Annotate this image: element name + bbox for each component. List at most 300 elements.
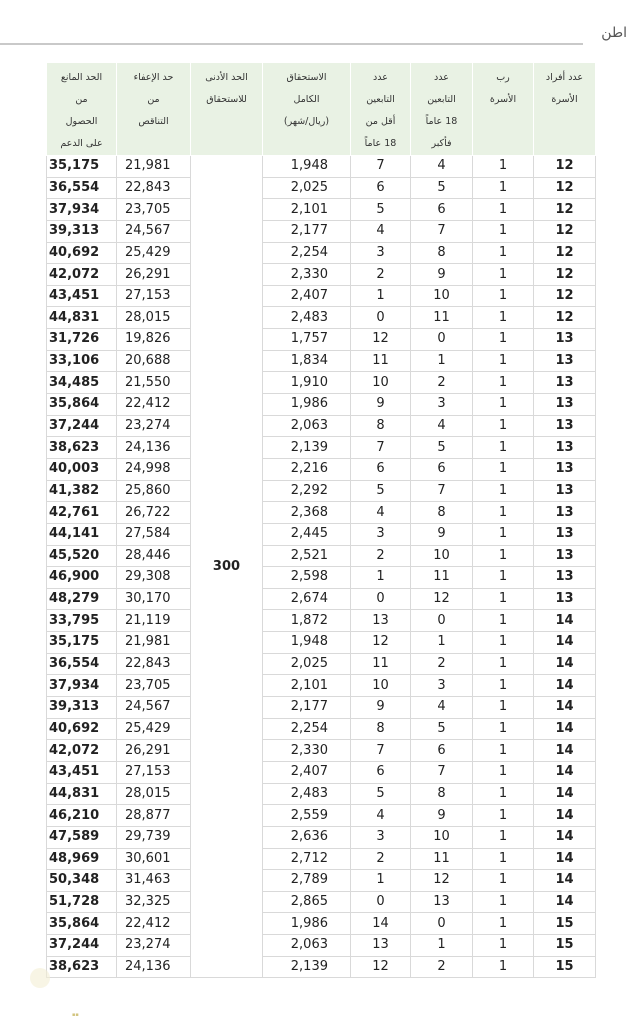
cell-max-limit: 37,244 <box>47 415 117 437</box>
cell-min-limit: 300 <box>191 156 263 978</box>
cell-head-of-family: 1 <box>473 848 534 870</box>
cell-exemption: 27,153 <box>117 761 191 783</box>
cell-dependents-18plus: 10 <box>411 826 473 848</box>
cell-full-entitlement: 2,216 <box>263 458 351 480</box>
cell-head-of-family: 1 <box>473 242 534 264</box>
cell-max-limit: 35,175 <box>47 156 117 178</box>
cell-dependents-under18: 13 <box>351 935 411 957</box>
cell-max-limit: 48,279 <box>47 588 117 610</box>
cell-exemption: 21,981 <box>117 156 191 178</box>
header-line: الحد الأدنى <box>205 72 248 83</box>
cell-max-limit: 39,313 <box>47 220 117 242</box>
cell-family-members: 13 <box>534 502 596 524</box>
cell-max-limit: 42,761 <box>47 502 117 524</box>
header-line: (ريال/شهر) <box>283 116 330 127</box>
cell-max-limit: 44,831 <box>47 307 117 329</box>
header-exemption <box>117 63 191 156</box>
cell-dependents-18plus: 9 <box>411 805 473 827</box>
cell-family-members: 13 <box>534 415 596 437</box>
table-row <box>47 394 596 416</box>
cell-exemption: 30,170 <box>117 588 191 610</box>
cell-dependents-under18: 8 <box>351 718 411 740</box>
cell-full-entitlement: 2,025 <box>263 177 351 199</box>
cell-head-of-family: 1 <box>473 415 534 437</box>
cell-family-members: 13 <box>534 372 596 394</box>
cell-family-members: 15 <box>534 913 596 935</box>
cell-max-limit: 36,554 <box>47 653 117 675</box>
cell-head-of-family: 1 <box>473 805 534 827</box>
cell-dependents-under18: 10 <box>351 675 411 697</box>
cell-max-limit: 51,728 <box>47 891 117 913</box>
header-line: الكامل <box>293 94 320 105</box>
cell-dependents-18plus: 4 <box>411 697 473 719</box>
cell-dependents-under18: 6 <box>351 177 411 199</box>
cell-family-members: 13 <box>534 545 596 567</box>
cell-full-entitlement: 2,674 <box>263 588 351 610</box>
cell-family-members: 14 <box>534 805 596 827</box>
cell-dependents-under18: 12 <box>351 632 411 654</box>
cell-head-of-family: 1 <box>473 740 534 762</box>
cell-head-of-family: 1 <box>473 156 534 178</box>
table-row <box>47 567 596 589</box>
cell-head-of-family: 1 <box>473 307 534 329</box>
cell-full-entitlement: 1,986 <box>263 913 351 935</box>
cell-exemption: 24,998 <box>117 458 191 480</box>
cell-family-members: 14 <box>534 761 596 783</box>
cell-max-limit: 35,864 <box>47 913 117 935</box>
cell-full-entitlement: 2,483 <box>263 783 351 805</box>
cell-dependents-under18: 11 <box>351 653 411 675</box>
cell-dependents-under18: 6 <box>351 761 411 783</box>
cell-dependents-18plus: 5 <box>411 177 473 199</box>
cell-full-entitlement: 2,139 <box>263 956 351 978</box>
cell-head-of-family: 1 <box>473 718 534 740</box>
cell-full-entitlement: 2,254 <box>263 718 351 740</box>
cell-family-members: 13 <box>534 480 596 502</box>
cell-family-members: 15 <box>534 935 596 957</box>
cell-max-limit: 34,485 <box>47 372 117 394</box>
cell-max-limit: 40,692 <box>47 718 117 740</box>
cell-head-of-family: 1 <box>473 632 534 654</box>
cell-full-entitlement: 1,948 <box>263 156 351 178</box>
cell-dependents-under18: 5 <box>351 480 411 502</box>
cell-family-members: 13 <box>534 523 596 545</box>
cell-max-limit: 33,106 <box>47 350 117 372</box>
cell-dependents-18plus: 3 <box>411 675 473 697</box>
cell-exemption: 29,739 <box>117 826 191 848</box>
cell-head-of-family: 1 <box>473 220 534 242</box>
cell-exemption: 25,429 <box>117 718 191 740</box>
cell-head-of-family: 1 <box>473 567 534 589</box>
table-row <box>47 437 596 459</box>
cell-exemption: 26,291 <box>117 264 191 286</box>
cell-dependents-18plus: 4 <box>411 415 473 437</box>
cell-exemption: 23,274 <box>117 935 191 957</box>
cell-exemption: 22,412 <box>117 913 191 935</box>
cell-max-limit: 33,795 <box>47 610 117 632</box>
header-line: التابعين <box>427 94 456 105</box>
cell-exemption: 29,308 <box>117 567 191 589</box>
cell-exemption: 24,136 <box>117 956 191 978</box>
cell-exemption: 31,463 <box>117 870 191 892</box>
table-row <box>47 653 596 675</box>
cell-max-limit: 42,072 <box>47 264 117 286</box>
cell-dependents-under18: 12 <box>351 329 411 351</box>
faint-mark: ▪▪ <box>72 1012 79 1018</box>
cell-dependents-18plus: 12 <box>411 870 473 892</box>
table-row <box>47 783 596 805</box>
cell-dependents-18plus: 7 <box>411 480 473 502</box>
cell-dependents-18plus: 7 <box>411 761 473 783</box>
cell-dependents-18plus: 11 <box>411 307 473 329</box>
cell-exemption: 28,446 <box>117 545 191 567</box>
cell-max-limit: 35,175 <box>47 632 117 654</box>
cell-dependents-under18: 4 <box>351 502 411 524</box>
header-line: من <box>147 94 160 105</box>
cell-max-limit: 43,451 <box>47 285 117 307</box>
cell-full-entitlement: 2,445 <box>263 523 351 545</box>
cell-max-limit: 38,623 <box>47 437 117 459</box>
cell-head-of-family: 1 <box>473 697 534 719</box>
header-line: للاستحقاق <box>206 94 247 105</box>
table-row <box>47 307 596 329</box>
cell-head-of-family: 1 <box>473 935 534 957</box>
cell-head-of-family: 1 <box>473 610 534 632</box>
cell-full-entitlement: 2,483 <box>263 307 351 329</box>
cell-family-members: 14 <box>534 653 596 675</box>
cell-exemption: 28,015 <box>117 307 191 329</box>
table-row <box>47 502 596 524</box>
table-row <box>47 372 596 394</box>
cell-dependents-18plus: 11 <box>411 567 473 589</box>
table-body <box>47 156 596 978</box>
cell-dependents-18plus: 6 <box>411 199 473 221</box>
cell-full-entitlement: 2,521 <box>263 545 351 567</box>
cell-head-of-family: 1 <box>473 329 534 351</box>
cell-family-members: 14 <box>534 697 596 719</box>
header-max-limit <box>47 63 117 156</box>
cell-dependents-18plus: 12 <box>411 588 473 610</box>
cell-exemption: 30,601 <box>117 848 191 870</box>
cell-full-entitlement: 2,025 <box>263 653 351 675</box>
cell-family-members: 14 <box>534 891 596 913</box>
header-line: عدد <box>373 72 388 83</box>
cell-max-limit: 40,003 <box>47 458 117 480</box>
cell-max-limit: 44,831 <box>47 783 117 805</box>
table-row <box>47 588 596 610</box>
cell-family-members: 14 <box>534 740 596 762</box>
cell-dependents-under18: 5 <box>351 783 411 805</box>
table-row <box>47 156 596 178</box>
cell-family-members: 12 <box>534 242 596 264</box>
cell-dependents-18plus: 10 <box>411 285 473 307</box>
cell-dependents-18plus: 1 <box>411 632 473 654</box>
cell-dependents-18plus: 13 <box>411 891 473 913</box>
cell-full-entitlement: 2,063 <box>263 935 351 957</box>
cell-exemption: 28,877 <box>117 805 191 827</box>
cell-family-members: 14 <box>534 870 596 892</box>
cell-dependents-under18: 0 <box>351 307 411 329</box>
cell-full-entitlement: 2,139 <box>263 437 351 459</box>
header-line: حد الإعفاء <box>133 72 174 83</box>
cell-dependents-18plus: 10 <box>411 545 473 567</box>
cell-family-members: 13 <box>534 567 596 589</box>
cell-dependents-under18: 3 <box>351 242 411 264</box>
table-row <box>47 718 596 740</box>
cell-max-limit: 37,244 <box>47 935 117 957</box>
cell-max-limit: 37,934 <box>47 675 117 697</box>
cell-head-of-family: 1 <box>473 502 534 524</box>
cell-dependents-under18: 3 <box>351 826 411 848</box>
cell-head-of-family: 1 <box>473 199 534 221</box>
cell-family-members: 15 <box>534 956 596 978</box>
cell-full-entitlement: 1,910 <box>263 372 351 394</box>
table-row <box>47 242 596 264</box>
cell-head-of-family: 1 <box>473 177 534 199</box>
cell-max-limit: 37,934 <box>47 199 117 221</box>
table-row <box>47 220 596 242</box>
cell-dependents-under18: 9 <box>351 697 411 719</box>
cell-head-of-family: 1 <box>473 264 534 286</box>
cell-full-entitlement: 1,948 <box>263 632 351 654</box>
cell-full-entitlement: 2,789 <box>263 870 351 892</box>
cell-max-limit: 47,589 <box>47 826 117 848</box>
table-row <box>47 285 596 307</box>
cell-exemption: 28,015 <box>117 783 191 805</box>
header-line: الحصول <box>65 116 98 127</box>
cell-exemption: 21,119 <box>117 610 191 632</box>
cell-exemption: 27,584 <box>117 523 191 545</box>
cell-dependents-under18: 2 <box>351 848 411 870</box>
cell-dependents-under18: 8 <box>351 415 411 437</box>
cell-max-limit: 38,623 <box>47 956 117 978</box>
header-dependents-18plus <box>411 63 473 156</box>
table-row <box>47 199 596 221</box>
cell-dependents-under18: 11 <box>351 350 411 372</box>
cell-full-entitlement: 2,712 <box>263 848 351 870</box>
table-row <box>47 913 596 935</box>
cell-dependents-18plus: 9 <box>411 264 473 286</box>
cell-dependents-under18: 0 <box>351 588 411 610</box>
cell-dependents-18plus: 3 <box>411 394 473 416</box>
cell-exemption: 22,843 <box>117 177 191 199</box>
cell-full-entitlement: 2,063 <box>263 415 351 437</box>
header-line: من <box>75 94 88 105</box>
cell-max-limit: 46,210 <box>47 805 117 827</box>
cell-full-entitlement: 2,177 <box>263 220 351 242</box>
cell-full-entitlement: 2,101 <box>263 199 351 221</box>
cell-head-of-family: 1 <box>473 783 534 805</box>
cell-dependents-18plus: 0 <box>411 329 473 351</box>
cell-full-entitlement: 2,177 <box>263 697 351 719</box>
cell-head-of-family: 1 <box>473 372 534 394</box>
cell-exemption: 22,412 <box>117 394 191 416</box>
cell-family-members: 12 <box>534 199 596 221</box>
cell-exemption: 23,274 <box>117 415 191 437</box>
cell-family-members: 12 <box>534 177 596 199</box>
cell-head-of-family: 1 <box>473 350 534 372</box>
cell-full-entitlement: 1,834 <box>263 350 351 372</box>
cell-family-members: 14 <box>534 826 596 848</box>
cell-max-limit: 39,313 <box>47 697 117 719</box>
cell-family-members: 13 <box>534 437 596 459</box>
table-row <box>47 805 596 827</box>
table-row <box>47 956 596 978</box>
cell-family-members: 14 <box>534 783 596 805</box>
cell-dependents-18plus: 6 <box>411 458 473 480</box>
header-line: أقل من <box>365 116 396 127</box>
cell-exemption: 27,153 <box>117 285 191 307</box>
cell-head-of-family: 1 <box>473 891 534 913</box>
header-line: فأكبر <box>431 138 452 149</box>
cell-max-limit: 41,382 <box>47 480 117 502</box>
cell-dependents-18plus: 9 <box>411 523 473 545</box>
cell-exemption: 20,688 <box>117 350 191 372</box>
cell-full-entitlement: 2,407 <box>263 285 351 307</box>
table-row <box>47 675 596 697</box>
cell-dependents-under18: 14 <box>351 913 411 935</box>
support-table <box>46 62 596 978</box>
cell-family-members: 12 <box>534 220 596 242</box>
header-head-of-family <box>473 63 534 156</box>
cell-full-entitlement: 2,330 <box>263 264 351 286</box>
cell-full-entitlement: 2,636 <box>263 826 351 848</box>
cell-dependents-under18: 2 <box>351 264 411 286</box>
cell-family-members: 12 <box>534 307 596 329</box>
table-row <box>47 480 596 502</box>
cell-family-members: 14 <box>534 718 596 740</box>
cell-dependents-18plus: 5 <box>411 437 473 459</box>
header-line: 18 عاماً <box>425 116 458 127</box>
header-line: عدد <box>434 72 449 83</box>
cell-dependents-under18: 7 <box>351 437 411 459</box>
table-row <box>47 523 596 545</box>
cell-dependents-18plus: 1 <box>411 350 473 372</box>
cell-family-members: 14 <box>534 632 596 654</box>
cell-dependents-under18: 7 <box>351 156 411 178</box>
cell-head-of-family: 1 <box>473 675 534 697</box>
cell-exemption: 24,136 <box>117 437 191 459</box>
header-line: الاستحقاق <box>286 72 327 83</box>
cell-dependents-under18: 4 <box>351 805 411 827</box>
cell-full-entitlement: 2,598 <box>263 567 351 589</box>
cell-dependents-under18: 2 <box>351 545 411 567</box>
header-line: 18 عاماً <box>364 138 397 149</box>
table-row <box>47 177 596 199</box>
cell-exemption: 23,705 <box>117 199 191 221</box>
cell-dependents-18plus: 2 <box>411 956 473 978</box>
cell-head-of-family: 1 <box>473 761 534 783</box>
cell-head-of-family: 1 <box>473 956 534 978</box>
header-line: الحد المانع <box>60 72 103 83</box>
table-row <box>47 415 596 437</box>
table-row <box>47 891 596 913</box>
table-row <box>47 848 596 870</box>
cell-full-entitlement: 2,101 <box>263 675 351 697</box>
cell-dependents-under18: 1 <box>351 567 411 589</box>
header-line: رب <box>496 72 510 83</box>
cell-full-entitlement: 1,757 <box>263 329 351 351</box>
header-partial-word: اطن <box>601 25 627 41</box>
cell-full-entitlement: 2,330 <box>263 740 351 762</box>
cell-dependents-18plus: 8 <box>411 502 473 524</box>
cell-head-of-family: 1 <box>473 480 534 502</box>
header-line: الأسرة <box>551 94 578 105</box>
table-row <box>47 740 596 762</box>
cell-dependents-18plus: 1 <box>411 935 473 957</box>
cell-dependents-18plus: 8 <box>411 783 473 805</box>
cell-max-limit: 40,692 <box>47 242 117 264</box>
cell-max-limit: 35,864 <box>47 394 117 416</box>
cell-dependents-under18: 1 <box>351 870 411 892</box>
header-line: الأسرة <box>489 94 517 105</box>
cell-dependents-18plus: 8 <box>411 242 473 264</box>
cell-family-members: 13 <box>534 329 596 351</box>
cell-exemption: 24,567 <box>117 697 191 719</box>
cell-family-members: 13 <box>534 458 596 480</box>
cell-full-entitlement: 2,368 <box>263 502 351 524</box>
cell-head-of-family: 1 <box>473 458 534 480</box>
cell-family-members: 12 <box>534 285 596 307</box>
cell-full-entitlement: 1,872 <box>263 610 351 632</box>
header-line: عدد أفراد <box>545 72 584 83</box>
cell-dependents-under18: 4 <box>351 220 411 242</box>
cell-head-of-family: 1 <box>473 285 534 307</box>
cell-dependents-18plus: 2 <box>411 653 473 675</box>
table-row <box>47 935 596 957</box>
cell-full-entitlement: 2,559 <box>263 805 351 827</box>
cell-head-of-family: 1 <box>473 870 534 892</box>
table-header-row <box>47 63 596 156</box>
cell-head-of-family: 1 <box>473 588 534 610</box>
cell-full-entitlement: 2,865 <box>263 891 351 913</box>
table-row <box>47 761 596 783</box>
cell-exemption: 26,291 <box>117 740 191 762</box>
cell-head-of-family: 1 <box>473 523 534 545</box>
cell-head-of-family: 1 <box>473 437 534 459</box>
cell-exemption: 26,722 <box>117 502 191 524</box>
cell-exemption: 24,567 <box>117 220 191 242</box>
cell-dependents-under18: 7 <box>351 740 411 762</box>
cell-exemption: 25,860 <box>117 480 191 502</box>
cell-dependents-18plus: 0 <box>411 610 473 632</box>
cell-family-members: 14 <box>534 675 596 697</box>
cell-family-members: 13 <box>534 350 596 372</box>
header-full-entitlement <box>263 63 351 156</box>
cell-family-members: 14 <box>534 610 596 632</box>
cell-exemption: 32,325 <box>117 891 191 913</box>
table-row <box>47 329 596 351</box>
cell-exemption: 19,826 <box>117 329 191 351</box>
cell-max-limit: 43,451 <box>47 761 117 783</box>
cell-dependents-under18: 1 <box>351 285 411 307</box>
cell-dependents-under18: 5 <box>351 199 411 221</box>
header-family-members <box>534 63 596 156</box>
cell-max-limit: 45,520 <box>47 545 117 567</box>
cell-max-limit: 46,900 <box>47 567 117 589</box>
cell-head-of-family: 1 <box>473 545 534 567</box>
cell-family-members: 12 <box>534 156 596 178</box>
table-row <box>47 697 596 719</box>
header-line: على الدعم <box>60 138 103 149</box>
header-dependents-under18 <box>351 63 411 156</box>
cell-head-of-family: 1 <box>473 653 534 675</box>
cell-full-entitlement: 1,986 <box>263 394 351 416</box>
cell-exemption: 23,705 <box>117 675 191 697</box>
cell-head-of-family: 1 <box>473 826 534 848</box>
table-row <box>47 458 596 480</box>
cell-max-limit: 36,554 <box>47 177 117 199</box>
